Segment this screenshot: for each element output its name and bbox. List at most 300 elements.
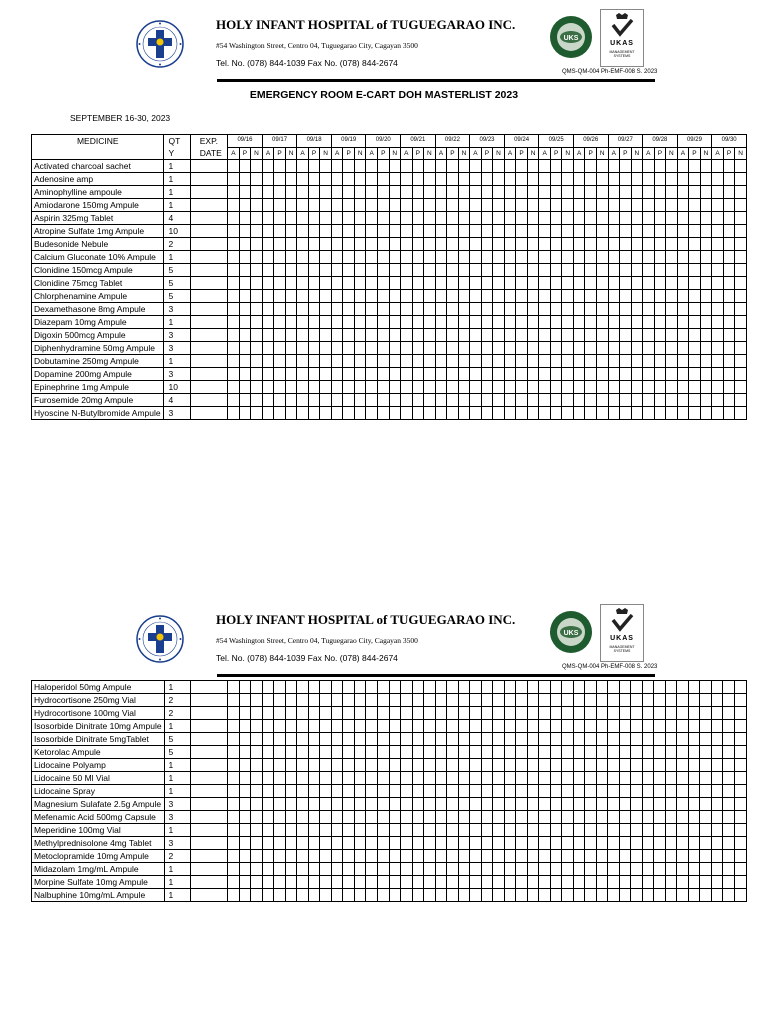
check-cell bbox=[585, 264, 597, 277]
check-cell bbox=[331, 173, 343, 186]
check-cell bbox=[251, 173, 263, 186]
check-cell bbox=[700, 290, 712, 303]
check-cell bbox=[412, 811, 424, 824]
check-cell bbox=[447, 342, 459, 355]
check-cell bbox=[412, 238, 424, 251]
check-cell bbox=[562, 772, 574, 785]
masterlist-table-page2 bbox=[31, 680, 747, 902]
check-cell bbox=[262, 355, 274, 368]
check-cell bbox=[470, 225, 482, 238]
medicine-row bbox=[32, 238, 747, 251]
expiry-date-cell bbox=[190, 837, 227, 850]
check-cell bbox=[585, 798, 597, 811]
check-cell bbox=[677, 212, 689, 225]
check-cell bbox=[435, 720, 447, 733]
check-cell bbox=[331, 329, 343, 342]
check-cell bbox=[274, 694, 286, 707]
check-cell bbox=[631, 160, 643, 173]
check-cell bbox=[343, 160, 355, 173]
check-cell bbox=[343, 251, 355, 264]
check-cell bbox=[700, 381, 712, 394]
check-cell bbox=[274, 733, 286, 746]
check-cell bbox=[712, 212, 724, 225]
check-cell bbox=[366, 811, 378, 824]
check-cell bbox=[320, 355, 332, 368]
check-cell bbox=[666, 316, 678, 329]
check-cell bbox=[700, 394, 712, 407]
check-cell bbox=[620, 368, 632, 381]
check-cell bbox=[262, 681, 274, 694]
check-cell bbox=[677, 772, 689, 785]
check-cell bbox=[723, 290, 735, 303]
check-cell bbox=[631, 199, 643, 212]
check-cell bbox=[573, 681, 585, 694]
check-cell bbox=[354, 746, 366, 759]
check-cell bbox=[308, 316, 320, 329]
check-cell bbox=[308, 368, 320, 381]
check-cell bbox=[608, 707, 620, 720]
check-cell bbox=[666, 212, 678, 225]
check-cell bbox=[458, 277, 470, 290]
date-column-header: 09/29 bbox=[677, 135, 712, 148]
check-cell bbox=[677, 355, 689, 368]
check-cell bbox=[504, 212, 516, 225]
check-cell bbox=[401, 720, 413, 733]
check-cell bbox=[688, 707, 700, 720]
expiry-date-cell bbox=[190, 824, 227, 837]
medicine-row bbox=[32, 173, 747, 186]
check-cell bbox=[297, 212, 309, 225]
check-cell bbox=[493, 746, 505, 759]
check-cell bbox=[712, 238, 724, 251]
check-cell bbox=[458, 720, 470, 733]
check-cell bbox=[700, 694, 712, 707]
check-cell bbox=[620, 160, 632, 173]
medicine-row bbox=[32, 733, 747, 746]
check-cell bbox=[643, 160, 655, 173]
check-cell bbox=[596, 329, 608, 342]
check-cell bbox=[458, 876, 470, 889]
shift-column-header: A bbox=[677, 148, 689, 160]
check-cell bbox=[377, 850, 389, 863]
check-cell bbox=[447, 381, 459, 394]
check-cell bbox=[654, 772, 666, 785]
check-cell bbox=[262, 694, 274, 707]
check-cell bbox=[700, 759, 712, 772]
check-cell bbox=[262, 264, 274, 277]
check-cell bbox=[343, 889, 355, 902]
check-cell bbox=[285, 707, 297, 720]
check-cell bbox=[343, 785, 355, 798]
shift-column-header: P bbox=[308, 148, 320, 160]
medicine-row bbox=[32, 850, 747, 863]
check-cell bbox=[539, 186, 551, 199]
check-cell bbox=[493, 264, 505, 277]
check-cell bbox=[285, 355, 297, 368]
check-cell bbox=[331, 824, 343, 837]
check-cell bbox=[308, 772, 320, 785]
check-cell bbox=[539, 368, 551, 381]
check-cell bbox=[596, 733, 608, 746]
check-cell bbox=[435, 707, 447, 720]
check-cell bbox=[504, 733, 516, 746]
check-cell bbox=[389, 160, 401, 173]
check-cell bbox=[458, 863, 470, 876]
check-cell bbox=[596, 850, 608, 863]
check-cell bbox=[493, 863, 505, 876]
medicine-qty: 2 bbox=[164, 238, 190, 251]
check-cell bbox=[608, 290, 620, 303]
check-cell bbox=[297, 264, 309, 277]
check-cell bbox=[228, 733, 240, 746]
check-cell bbox=[424, 186, 436, 199]
check-cell bbox=[366, 785, 378, 798]
shift-column-header: A bbox=[366, 148, 378, 160]
medicine-name: Chlorphenamine Ampule bbox=[32, 290, 164, 303]
check-cell bbox=[366, 173, 378, 186]
expiry-date-cell bbox=[190, 733, 227, 746]
shift-column-header: N bbox=[354, 148, 366, 160]
check-cell bbox=[274, 381, 286, 394]
check-cell bbox=[689, 264, 701, 277]
check-cell bbox=[251, 238, 263, 251]
medicine-row bbox=[32, 368, 747, 381]
medicine-qty: 1 bbox=[164, 889, 190, 902]
check-cell bbox=[354, 355, 366, 368]
check-cell bbox=[677, 368, 689, 381]
check-cell bbox=[688, 850, 700, 863]
check-cell bbox=[366, 264, 378, 277]
check-cell bbox=[297, 694, 309, 707]
check-cell bbox=[389, 720, 401, 733]
check-cell bbox=[228, 277, 240, 290]
check-cell bbox=[331, 837, 343, 850]
check-cell bbox=[343, 186, 355, 199]
medicine-row bbox=[32, 342, 747, 355]
medicine-row bbox=[32, 798, 747, 811]
check-cell bbox=[239, 746, 251, 759]
check-cell bbox=[654, 186, 666, 199]
check-cell bbox=[666, 290, 678, 303]
check-cell bbox=[424, 798, 436, 811]
date-column-header: 09/24 bbox=[504, 135, 539, 148]
check-cell bbox=[297, 381, 309, 394]
check-cell bbox=[308, 225, 320, 238]
check-cell bbox=[366, 407, 378, 420]
check-cell bbox=[643, 251, 655, 264]
shift-column-header: P bbox=[723, 148, 735, 160]
check-cell bbox=[239, 798, 251, 811]
check-cell bbox=[239, 733, 251, 746]
check-cell bbox=[527, 850, 539, 863]
check-cell bbox=[643, 290, 655, 303]
page2-header bbox=[0, 610, 768, 690]
check-cell bbox=[711, 772, 723, 785]
check-cell bbox=[412, 303, 424, 316]
check-cell bbox=[643, 212, 655, 225]
check-cell bbox=[654, 342, 666, 355]
check-cell bbox=[585, 277, 597, 290]
medicine-row bbox=[32, 212, 747, 225]
check-cell bbox=[308, 837, 320, 850]
check-cell bbox=[262, 733, 274, 746]
check-cell bbox=[239, 199, 251, 212]
check-cell bbox=[608, 355, 620, 368]
check-cell bbox=[274, 290, 286, 303]
check-cell bbox=[596, 355, 608, 368]
check-cell bbox=[435, 733, 447, 746]
expiry-date-cell bbox=[190, 850, 227, 863]
check-cell bbox=[677, 811, 689, 824]
check-cell bbox=[562, 290, 574, 303]
check-cell bbox=[435, 329, 447, 342]
check-cell bbox=[331, 772, 343, 785]
check-cell bbox=[239, 694, 251, 707]
check-cell bbox=[516, 212, 528, 225]
check-cell bbox=[320, 186, 332, 199]
check-cell bbox=[228, 407, 240, 420]
check-cell bbox=[285, 264, 297, 277]
check-cell bbox=[458, 329, 470, 342]
check-cell bbox=[493, 329, 505, 342]
check-cell bbox=[666, 329, 678, 342]
check-cell bbox=[619, 798, 631, 811]
check-cell bbox=[596, 238, 608, 251]
check-cell bbox=[550, 746, 562, 759]
medicine-name: Dobutamine 250mg Ampule bbox=[32, 355, 164, 368]
check-cell bbox=[481, 733, 493, 746]
check-cell bbox=[516, 746, 528, 759]
check-cell bbox=[389, 889, 401, 902]
check-cell bbox=[539, 746, 551, 759]
check-cell bbox=[447, 863, 459, 876]
shift-column-header: P bbox=[343, 148, 355, 160]
check-cell bbox=[239, 837, 251, 850]
check-cell bbox=[481, 720, 493, 733]
check-cell bbox=[262, 225, 274, 238]
check-cell bbox=[562, 160, 574, 173]
check-cell bbox=[251, 381, 263, 394]
medicine-name: Aminophylline ampoule bbox=[32, 186, 164, 199]
check-cell bbox=[689, 329, 701, 342]
check-cell bbox=[700, 355, 712, 368]
medicine-name: Activated charcoal sachet bbox=[32, 160, 164, 173]
check-cell bbox=[481, 342, 493, 355]
check-cell bbox=[377, 173, 389, 186]
check-cell bbox=[711, 733, 723, 746]
certification-seal-icon bbox=[549, 15, 593, 59]
check-cell bbox=[654, 824, 666, 837]
check-cell bbox=[285, 824, 297, 837]
check-cell bbox=[573, 238, 585, 251]
check-cell bbox=[527, 212, 539, 225]
medicine-name: Aspirin 325mg Tablet bbox=[32, 212, 164, 225]
check-cell bbox=[389, 173, 401, 186]
check-cell bbox=[689, 355, 701, 368]
check-cell bbox=[331, 303, 343, 316]
check-cell bbox=[631, 720, 643, 733]
check-cell bbox=[377, 251, 389, 264]
check-cell bbox=[401, 173, 413, 186]
check-cell bbox=[689, 303, 701, 316]
check-cell bbox=[251, 394, 263, 407]
check-cell bbox=[389, 329, 401, 342]
check-cell bbox=[688, 772, 700, 785]
check-cell bbox=[251, 889, 263, 902]
check-cell bbox=[596, 863, 608, 876]
check-cell bbox=[331, 681, 343, 694]
check-cell bbox=[320, 407, 332, 420]
check-cell bbox=[700, 707, 712, 720]
check-cell bbox=[354, 863, 366, 876]
expiry-date-cell bbox=[190, 251, 227, 264]
check-cell bbox=[354, 199, 366, 212]
check-cell bbox=[470, 824, 482, 837]
check-cell bbox=[239, 407, 251, 420]
check-cell bbox=[401, 251, 413, 264]
check-cell bbox=[320, 381, 332, 394]
medicine-row bbox=[32, 264, 747, 277]
check-cell bbox=[677, 264, 689, 277]
check-cell bbox=[642, 733, 654, 746]
check-cell bbox=[285, 368, 297, 381]
check-cell bbox=[631, 772, 643, 785]
medicine-qty: 3 bbox=[164, 407, 190, 420]
check-cell bbox=[354, 850, 366, 863]
check-cell bbox=[389, 681, 401, 694]
shift-column-header: A bbox=[228, 148, 240, 160]
medicine-qty: 5 bbox=[164, 264, 190, 277]
check-cell bbox=[447, 824, 459, 837]
expiry-date-cell bbox=[190, 238, 227, 251]
check-cell bbox=[596, 785, 608, 798]
medicine-row bbox=[32, 707, 747, 720]
check-cell bbox=[504, 707, 516, 720]
check-cell bbox=[631, 342, 643, 355]
check-cell bbox=[412, 746, 424, 759]
check-cell bbox=[734, 746, 746, 759]
check-cell bbox=[539, 173, 551, 186]
medicine-name: Epinephrine 1mg Ampule bbox=[32, 381, 164, 394]
check-cell bbox=[239, 238, 251, 251]
check-cell bbox=[285, 173, 297, 186]
check-cell bbox=[631, 303, 643, 316]
check-cell bbox=[527, 199, 539, 212]
check-cell bbox=[608, 876, 620, 889]
check-cell bbox=[251, 863, 263, 876]
check-cell bbox=[470, 238, 482, 251]
check-cell bbox=[654, 407, 666, 420]
medicine-name: Atropine Sulfate 1mg Ampule bbox=[32, 225, 164, 238]
check-cell bbox=[308, 785, 320, 798]
check-cell bbox=[343, 746, 355, 759]
check-cell bbox=[608, 173, 620, 186]
check-cell bbox=[389, 785, 401, 798]
check-cell bbox=[642, 681, 654, 694]
check-cell bbox=[262, 251, 274, 264]
check-cell bbox=[435, 225, 447, 238]
check-cell bbox=[308, 264, 320, 277]
check-cell bbox=[539, 212, 551, 225]
medicine-qty: 5 bbox=[164, 746, 190, 759]
check-cell bbox=[401, 225, 413, 238]
check-cell bbox=[470, 290, 482, 303]
check-cell bbox=[320, 798, 332, 811]
check-cell bbox=[550, 160, 562, 173]
check-cell bbox=[354, 824, 366, 837]
check-cell bbox=[735, 238, 747, 251]
check-cell bbox=[620, 277, 632, 290]
check-cell bbox=[239, 394, 251, 407]
medicine-name: Amiodarone 150mg Ampule bbox=[32, 199, 164, 212]
check-cell bbox=[723, 785, 735, 798]
check-cell bbox=[239, 251, 251, 264]
check-cell bbox=[481, 238, 493, 251]
check-cell bbox=[550, 394, 562, 407]
check-cell bbox=[458, 212, 470, 225]
medicine-row bbox=[32, 355, 747, 368]
expiry-date-cell bbox=[190, 290, 227, 303]
check-cell bbox=[677, 837, 689, 850]
check-cell bbox=[424, 316, 436, 329]
check-cell bbox=[366, 694, 378, 707]
check-cell bbox=[331, 720, 343, 733]
check-cell bbox=[550, 212, 562, 225]
check-cell bbox=[735, 368, 747, 381]
check-cell bbox=[712, 303, 724, 316]
check-cell bbox=[516, 394, 528, 407]
check-cell bbox=[539, 225, 551, 238]
check-cell bbox=[331, 160, 343, 173]
check-cell bbox=[308, 251, 320, 264]
check-cell bbox=[562, 850, 574, 863]
check-cell bbox=[723, 368, 735, 381]
check-cell bbox=[470, 746, 482, 759]
check-cell bbox=[285, 772, 297, 785]
check-cell bbox=[562, 251, 574, 264]
check-cell bbox=[435, 264, 447, 277]
medicine-qty: 10 bbox=[164, 225, 190, 238]
check-cell bbox=[331, 264, 343, 277]
check-cell bbox=[354, 160, 366, 173]
check-cell bbox=[735, 342, 747, 355]
check-cell bbox=[343, 238, 355, 251]
medicine-row bbox=[32, 811, 747, 824]
check-cell bbox=[354, 889, 366, 902]
check-cell bbox=[331, 342, 343, 355]
shift-column-header: P bbox=[654, 148, 666, 160]
check-cell bbox=[504, 863, 516, 876]
check-cell bbox=[470, 863, 482, 876]
check-cell bbox=[366, 863, 378, 876]
check-cell bbox=[389, 251, 401, 264]
check-cell bbox=[631, 798, 643, 811]
check-cell bbox=[262, 186, 274, 199]
check-cell bbox=[688, 694, 700, 707]
check-cell bbox=[251, 746, 263, 759]
check-cell bbox=[562, 785, 574, 798]
check-cell bbox=[539, 876, 551, 889]
check-cell bbox=[493, 342, 505, 355]
check-cell bbox=[573, 733, 585, 746]
check-cell bbox=[262, 160, 274, 173]
check-cell bbox=[585, 746, 597, 759]
check-cell bbox=[401, 290, 413, 303]
check-cell bbox=[735, 212, 747, 225]
check-cell bbox=[573, 303, 585, 316]
check-cell bbox=[366, 850, 378, 863]
check-cell bbox=[596, 225, 608, 238]
